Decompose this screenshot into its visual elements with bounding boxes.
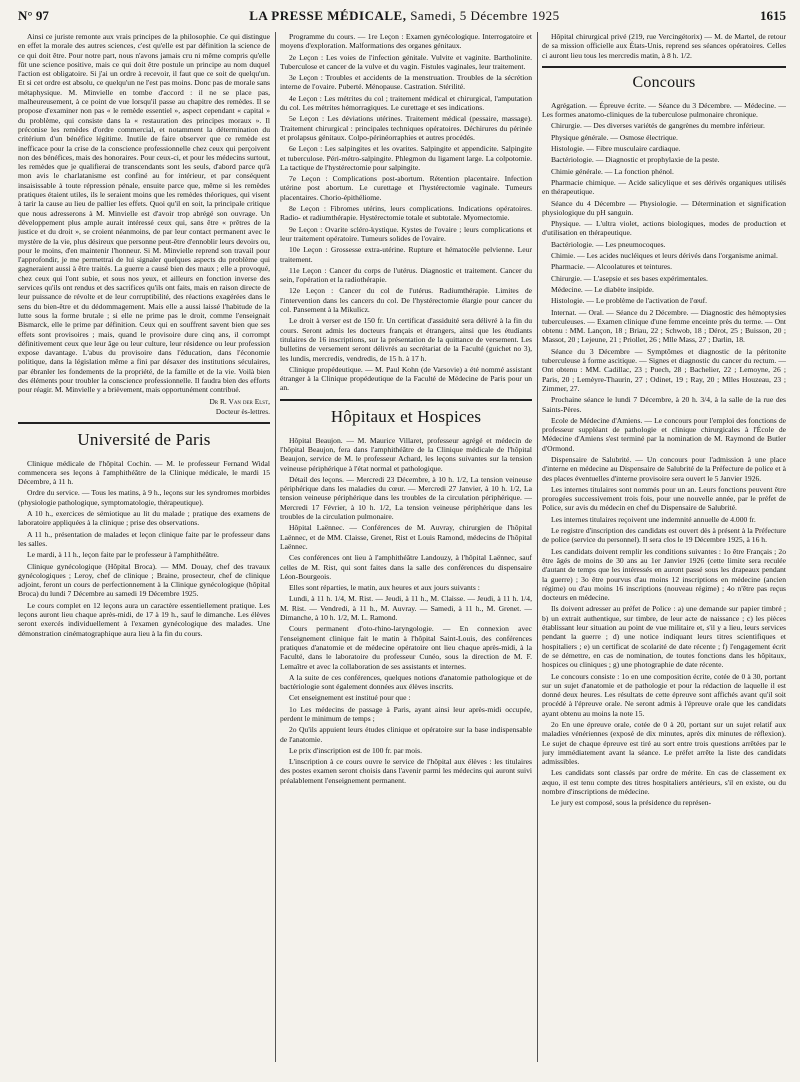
news-paragraph: Les internes titulaires reçoivent une indemnité annuelle de 4.000 fr. (551, 514, 756, 524)
news-paragraph: Programme du cours. — 1re Leçon : Examen gynécologique. Interrogatoire et moyens d'exploration. Malformations des organes génitaux. (280, 32, 532, 51)
news-paragraph: Clinique gynécologique (Hôpital Broca). — MM. Douay, chef des travaux gynécologiques ; Leroy, chef de clinique ; Braine, prosecteur, chef de clinique adjoint, feront un cours de perfectionnement à la Clinique gynécologique (hôpital Broca) du lundi 7 Décembre au samedi 19 Décembre 1925. (18, 561, 270, 599)
news-paragraph: Les internes titulaires sont nommés pour un an. Leurs fonctions peuvent être prorogées successivement trois fois, pour une nouvelle année, par le préfet de Police, sur avis du médecin en chef du Dispensaire de Salubrité. (542, 484, 786, 513)
hopitaux-section (280, 436, 532, 785)
issue-number: N° 97 (18, 8, 49, 23)
column-3 (542, 32, 786, 1082)
news-paragraph: 6e Leçon : Les salpingites et les ovarites. Salpingite et appendicite. Salpingite et tuberculose. Péri-métro-salpingite. Phlegmon du ligament large. La colpotomie. La tactique de l'hystérectomie pour salpingite. (280, 144, 532, 172)
news-paragraph: 8e Leçon : Fibromes utérins, leurs complications. Indications opératoires. Radio- et radiumthérapie. Hystérectomie totale et subtotale. Myomectomie. (280, 204, 532, 223)
news-paragraph: Cet enseignement est institué pour que : (289, 693, 411, 703)
news-paragraph: Hôpital Beaujon. — M. Maurice Villaret, professeur agrégé et médecin de l'hôpital Beaujon, fera dans l'amphithéâtre de la Clinique médicale de l'hôpital Beaujon, service de M. le professeur Achard, les leçons suivantes sur la tension veineuse périphérique à l'état normal et pathologique. (280, 435, 532, 473)
news-paragraph: Chirurgie. — L'asepsie et ses bases expérimentales. (551, 273, 708, 283)
news-paragraph: 2o Qu'ils appuient leurs études clinique et opératoire sur la base indispensable de l'anatomie. (280, 725, 532, 744)
news-paragraph: Les candidats doivent remplir les conditions suivantes : 1o être Français ; 2o être âgés de moins de 30 ans au 1er Janvier 1926 (cette limite sera reculée d'autant de temps que les intéressés en auront passé sous les drapeaux pendant la guerre) ; 3o être pourvus d'au moins 12 inscriptions en médecine (ancien régime) ou d'au moins 16 inscriptions (nouveau régime) ; 4o n'être pas reçus docteurs en médecine. (542, 546, 786, 603)
section-title-concours: Concours (542, 66, 786, 95)
news-paragraph: Histologie. — Le problème de l'activation de l'œuf. (551, 296, 708, 306)
news-paragraph: Le mardi, à 11 h., leçon faite par le professeur à l'amphithéâtre. (27, 550, 219, 560)
news-paragraph: Cours permanent d'oto-rhino-laryngologie. — En connexion avec l'enseignement clinique fait le matin à l'hôpital Saint-Louis, des conférences pratiques d'anatomie et de médecine opératoire ont lieu chaque après-midi, à la Faculté, dans le laboratoire du professeur Cunéo, sous la direction de M. F. Lemaître et avec la collaboration de ses assistants et internes. (280, 624, 532, 671)
news-paragraph: Pharmacie. — Alcoolatures et teintures. (551, 262, 673, 272)
news-paragraph: Agrégation. — Épreuve écrite. — Séance du 3 Décembre. — Médecine. — Les formes anatomo-cliniques de la tuberculose pulmonaire chronique. (542, 100, 786, 120)
news-paragraph: Lundi, à 11 h. 1/4, M. Rist. — Jeudi, à 11 h., M. Claisse. — Jeudi, à 11 h. 1/4, M. Rist. — Vendredi, à 11 h., M. Auvray. — Samedi, à 11 h., M. Grenet. — Dimanche, à 10 h. 1/2, M. L. Ramond. (280, 594, 532, 623)
article-paragraph: Ainsi ce juriste remonte aux vrais principes de la philosophie. Ce qui distingue en effet la morale des autres sciences, c'est qu'elle est par définition la science de ce qui doit être. Pour notre part, nous n'avons jamais cru ni même compris qu'elle fût une science positive, mais ce qui doit être postule un principe au nom duquel l'action est obligatoire. Si j'ai un ordre à recevoir, il faut que ce soit de quelqu'un. Et si cet ordre est absolu, ce quelqu'un ne l'est pas moins. Donc pas de morale sans métaphysique. M. Minvielle en tombe d'accord : il ne se place pas, malheureusement, à ce point de vue lorsqu'il passe au chapitre des remèdes. Il se propose d'examiner non pas « le remède essentiel », aspect cependant « capital » du problème, qui consiste dans la « restauration des principes moraux ». Il préconise les remèdes d'ordre commercial, et notamment la détermination du critérium d'un bénéfice légitime. Inutile de faire observer que ce remède est inefficace pour la crise de la conscience professionnelle chez ceux qui perçoivent non des bénéfices, mais des honoraires. Pour ceux-ci, et pour les médecins surtout, les remèdes que je qualifierai de transcendants sont les seuls, d'abord parce qu'à mon avis le charlatanisme est confiné au for intérieur, et par conséquent insaisissable à toute répression pénale, ensuite parce que, même si les remèdes pratiques étaient utiles, ils le seraient moins que les remèdes théoriques, qui visent à tarir la cause au lieu de pallier les effets. Quoi qu'il en soit, la principale critique que nous adresserons à M. Minvielle est d'avoir trop abrégé son ouvrage. Un développement plus ample aurait intéressé ceux qui, sans être « prêtres de la justice et du droit », se croient néanmoins, de par leur contact permanent avec le mystère de la vie, plus désireux que personne peut-être d'ennoblir leurs devoirs ou, pour le moins, d'en maintenir l'honneur. Si M. Minvielle reprend son travail pour l'approfondir, je me permettrai de lui signaler quelques aspects du problème qui gagneraient aussi à être traités. La guerre a causé bien des maux ; elle a provoqué, chez ceux qui l'ont subie, et sous nos yeux, et ailleurs en fonction inverse des services qu'ils ont rendus et des sacrifices qu'ils ont faits, mais en raison directe de leur puissance de révolte et de leur corruptibilité, des réactions exagérées dans le sens du bien-être et du dédommagement. Mais elle a aussi laissé l'habitude de la lutte sous la forme brutale ; si elle ne prime pas le droit, comme l'enseignait Bismarck, elle le prime par définition. Ceux qui en souffrent savent bien que ses effets sont provisoires ; mais, quand le provisoire dure cinq ans, il corrompt définitivement ceux que leur âge ou leur culture, leur résidence ou leur profession expose davantage. L'abus du provisoire dans l'éducation, dans l'économie politique, dans la législation même a fini par désaxer des institutions séculaires, par ébranler les fondements de la propriété, de la famille et de la vie. Voilà bien des éléments pour troubler la conscience professionnelle. Il faudra bien des efforts pour réagir. M. Minvielle y a brièvement, mais opportunément contribué. (18, 32, 270, 395)
news-paragraph: 11e Leçon : Cancer du corps de l'utérus. Diagnostic et traitement. Cancer du sein, l'opération et la radiothérapie. (280, 265, 532, 285)
column-divider (537, 32, 538, 1062)
hopital-prive-section (542, 32, 786, 60)
news-paragraph: Elles sont réparties, le matin, aux heures et aux jours suivants : (289, 583, 480, 593)
columns (18, 32, 786, 1082)
news-paragraph: Le registre d'inscription des candidats est ouvert dès à présent à la Préfecture de police (service du personnel). Il sera clos le 19 Décembre 1925, à 16 h. (542, 526, 786, 545)
article-body (18, 32, 270, 395)
news-paragraph: A 11 h., présentation de malades et leçon clinique faite par le professeur dans les salles. (18, 529, 270, 548)
news-paragraph: Le concours consiste : 1o en une composition écrite, cotée de 0 à 30, portant sur un sujet d'anatomie et de pathologie et pour la rédaction de laquelle il est donné deux heures. Les résultats de cette épreuve sont affichés avant qu'il soit procédé à l'épreuve orale. Ne seront admis à l'épreuve orale que les candidats ayant obtenu au moins la note 15. (542, 671, 786, 718)
news-paragraph: Physique générale. — Osmose électrique. (551, 132, 678, 142)
column-2 (280, 32, 532, 1082)
news-paragraph: Le jury est composé, sous la présidence du représen- (551, 798, 712, 808)
news-paragraph: 5e Leçon : Les déviations utérines. Traitement médical (pessaire, massage). Traitement chirurgical : principales techniques opératoires. Déchirures du périnée et prolapsus génitaux. Colpo-périnéorraphies et autres procédés. (280, 114, 532, 142)
news-paragraph: Clinique propédeutique. — M. Paul Kohn (de Varsovie) a été nommé assistant étranger à la Clinique propédeutique de la Faculté de Médecine de Paris pour un an. (280, 364, 532, 393)
news-paragraph: Hôpital chirurgical privé (219, rue Vercingétorix) — M. de Martel, de retour de sa mission officielle aux États-Unis, reprend ses séances opératoires. Celles ci auront lieu tous les mercredis matin, à 8 h. 1/2. (542, 32, 786, 60)
news-paragraph: Chirurgie. — Des diverses variétés de gangrènes du membre inférieur. (551, 121, 765, 131)
section-title-hopitaux: Hôpitaux et Hospices (280, 399, 532, 430)
news-paragraph: Histologie. — Fibre musculaire cardiaque. (551, 144, 681, 154)
news-paragraph: Séance du 4 Décembre — Physiologie. — Détermination et signification physiologique du pH sanguin. (542, 198, 786, 217)
news-paragraph: L'inscription à ce cours ouvre le service de l'hôpital aux élèves : les titulaires des postes examen seront choisis dans l'avenir parmi les médecins qui auront suivi préalablement l'enseignement permanent. (280, 757, 532, 785)
news-paragraph: Internat. — Oral. — Séance du 2 Décembre. — Diagnostic des hémoptysies tuberculeuses. — Examen clinique d'une femme enceinte près du terme. — Ont obtenu : MM. Lançon, 18 ; Briau, 22 ; Schwob, 18 ; Dérot, 25 ; Buisson, 20 ; Massot, 20 ; Lejeune, 21 ; Priollet, 26 ; Mlle Mass, 27 ; Darlin, 18. (542, 307, 786, 345)
programme-section (280, 32, 532, 393)
news-paragraph: Prochaine séance le lundi 7 Décembre, à 20 h. 3/4, à la salle de la rue des Saints-Pères. (542, 395, 786, 414)
news-paragraph: Détail des leçons. — Mercredi 23 Décembre, à 10 h. 1/2, La tension veineuse périphérique dans les maladies du cœur. — Mercredi 27 Janvier, à 10 h. 1/2, La tension veineuse périphérique dans les troubles de la circulation périphérique. — Mercredi 17 Février, à 10 h. 1/2, La tension veineuse périphérique dans les troubles de la circulation pulmonaire. (280, 474, 532, 522)
news-paragraph: Chimie. — Les acides nucléiques et leurs dérivés dans l'organisme animal. (551, 251, 778, 261)
news-paragraph: Chimie générale. — La fonction phénol. (551, 166, 674, 176)
running-header (18, 8, 786, 30)
news-paragraph: 4e Leçon : Les métrites du col ; traitement médical et chirurgical, l'amputation du col. Les métrites hémorragiques. Le curettage et ses indications. (280, 93, 532, 113)
news-paragraph: Ordre du service. — Tous les matins, à 9 h., leçons sur les syndromes morbides (physiologie pathologique, symptomatologie, thérapeutique). (18, 488, 270, 507)
news-paragraph: 7e Leçon : Complications post-abortum. Rétention placentaire. Infection utérine post abortum. Le curettage et l'hystérectomie vaginale. Tumeurs placentaires. Chorio-épithéliome. (280, 174, 532, 202)
news-paragraph: 1o Les médecins de passage à Paris, ayant ainsi leur après-midi occupée, perdent le minimum de temps ; (280, 704, 532, 723)
news-paragraph: Pharmacie chimique. — Acide salicylique et ses dérivés organiques utilisés en thérapeutique. (542, 177, 786, 197)
news-paragraph: 2e Leçon : Les voies de l'infection génitale. Vulvite et vaginite. Bartholinite. Tuberculose et cancer de la vulve et du vagin. Fistules vaginales, leur traitement. (280, 52, 532, 71)
journal-name: LA PRESSE MÉDICALE, (249, 8, 407, 23)
news-paragraph: A la suite de ces conférences, quelques notions d'anatomie pathologique et de bactériologie sont également données aux élèves inscrits. (280, 672, 532, 692)
news-paragraph: Bactériologie. — Diagnostic et prophylaxie de la peste. (551, 155, 720, 165)
news-paragraph: Ecole de Médecine d'Amiens. — Le concours pour l'emploi des fonctions de professeur suppléant de pathologie et clinique chirurgicales à l'École de Médecine d'Amiens s'est terminé par la nomination de M. Raymond de Butler d'Ormond. (542, 415, 786, 453)
news-paragraph: Le prix d'inscription est de 100 fr. par mois. (289, 745, 422, 755)
section-title-universite: Université de Paris (18, 422, 270, 453)
news-paragraph: Ils doivent adresser au préfet de Police : a) une demande sur papier timbré ; b) un extrait authentique, sur timbre, de leur acte de naissance ; c) les pièces établissant leur situation au point de vue militaire et, s'il y a lieu, leurs services pendant la guerre ; d) une notice indiquant leurs titres scientifiques et hospitaliers ; e) un certificat de scolarité de date récente ; f) l'engagement écrit de se démettre, en cas de nomination, de toutes fonctions dans les hôpitaux, hospices ou cliniques ; g) une photographie de date récente. (542, 604, 786, 670)
news-paragraph: 9e Leçon : Ovarite scléro-kystique. Kystes de l'ovaire ; leurs complications et leur traitement opératoire. Tumeurs solides de l'ovaire. (280, 224, 532, 243)
news-paragraph: Médecine. — Le diabète insipide. (551, 284, 654, 294)
page-number: 1615 (759, 8, 786, 23)
author-title: Docteur ès-lettres. (215, 406, 270, 416)
universite-section (18, 459, 270, 638)
news-paragraph: 12e Leçon : Cancer du col de l'utérus. Radiumthérapie. Limites de l'intervention dans les cancers du col. De l'hystérectomie élargie pour cancer du col. Pansement à la Mikulicz. (280, 286, 532, 315)
issue-date: Samedi, 5 Décembre 1925 (410, 8, 560, 23)
news-paragraph: Le droit à verser est de 150 fr. Un certificat d'assiduité sera délivré à la fin du cours. Seront admis les docteurs français et étrangers, ainsi que les étudiants titulaires de 16 inscriptions, sur la présentation de la quittance de versement. Les bulletins de versement seront délivrés au secrétariat de la Faculté (guichet no 3), les lundis, mercredis, vendredis, de 15 h. à 17 h. (280, 316, 532, 363)
news-paragraph: Physique. — L'ultra violet, actions biologiques, modes de production et d'utilisation en thérapeutique. (542, 219, 786, 238)
news-paragraph: Séance du 3 Décembre — Symptômes et diagnostic de la péritonite tuberculeuse à forme ascitique. — Signes et diagnostic du cancer du rectum. — Ont obtenu : MM. Cadillac, 23 ; Puech, 28 ; Bachelier, 22 ; Lemoyne, 26 ; Paris, 20 ; Lemèyre-Thaurin, 27 ; Odinet, 19 ; Ray, 20 ; Mlles Houzeau, 23 ; Zimmer, 27. (542, 346, 786, 393)
column-1 (18, 32, 270, 1082)
news-paragraph: Bactériologie. — Les pneumocoques. (551, 239, 666, 249)
news-paragraph: 3e Leçon : Troubles et accidents de la menstruation. Troubles de la sécrétion interne de l'ovaire. Puberté. Ménopause. Castration. Stérilité. (280, 73, 532, 92)
news-paragraph: 10e Leçon : Grossesse extra-utérine. Rupture et hématocèle pelvienne. Leur traitement. (280, 245, 532, 264)
author-signature: Dr R. Van der Elst, (209, 396, 270, 406)
news-paragraph: 2o En une épreuve orale, cotée de 0 à 20, portant sur un sujet relatif aux maladies vénériennes (exposé de dix minutes, après dix minutes de réflexion). Le sujet de chaque épreuve est tiré au sort entre trois questions arrêtées par le jury immédiatement avant la séance. Le préfet arrête la liste des candidats admissibles. (542, 720, 786, 767)
column-divider (275, 32, 276, 1062)
news-paragraph: Dispensaire de Salubrité. — Un concours pour l'admission à une place d'interne en médecine au Dispensaire de Salubrité de la Préfecture de police et à des places éventuelles d'interne provisoire sera ouvert le 5 Janvier 1926. (542, 454, 786, 483)
news-paragraph: Ces conférences ont lieu à l'amphithéâtre Landouzy, à l'hôpital Laënnec, sauf celles de M. Rist, qui sont faites dans la salle des conférences du dispensaire Léon-Bourgeois. (280, 553, 532, 581)
news-paragraph: A 10 h., exercices de sémiotique au lit du malade ; pratique des examens de laboratoire appliquées à la clinique ; prise des observations. (18, 509, 270, 528)
news-paragraph: Le cours complet en 12 leçons aura un caractère essentiellement pratique. Les leçons auront lieu chaque après-midi, de 17 à 19 h., sauf le dimanche. Les élèves seront exercés individuellement à l'examen gynécologique des malades. Une démonstration cinématographique aura lieu à la fin du cours. (18, 600, 270, 638)
news-paragraph: Clinique médicale de l'hôpital Cochin. — M. le professeur Fernand Widal commencera ses leçons à l'amphithéâtre de la Clinique médicale, le mardi 15 Décembre, à 11 h. (18, 458, 270, 487)
masthead-title (249, 8, 559, 24)
news-paragraph: Les candidats sont classés par ordre de mérite. En cas de classement ex æquo, il est tenu compte des titres hospitaliers antérieurs, s'il en existe, ou du nombre d'inscriptions de médecine. (542, 768, 786, 797)
concours-section (542, 101, 786, 808)
news-paragraph: Hôpital Laënnec. — Conférences de M. Auvray, chirurgien de l'hôpital Laënnec, et de MM. Claisse, Grenet, Rist et Louis Ramond, médecins de l'hôpital Laënnec. (280, 523, 532, 551)
